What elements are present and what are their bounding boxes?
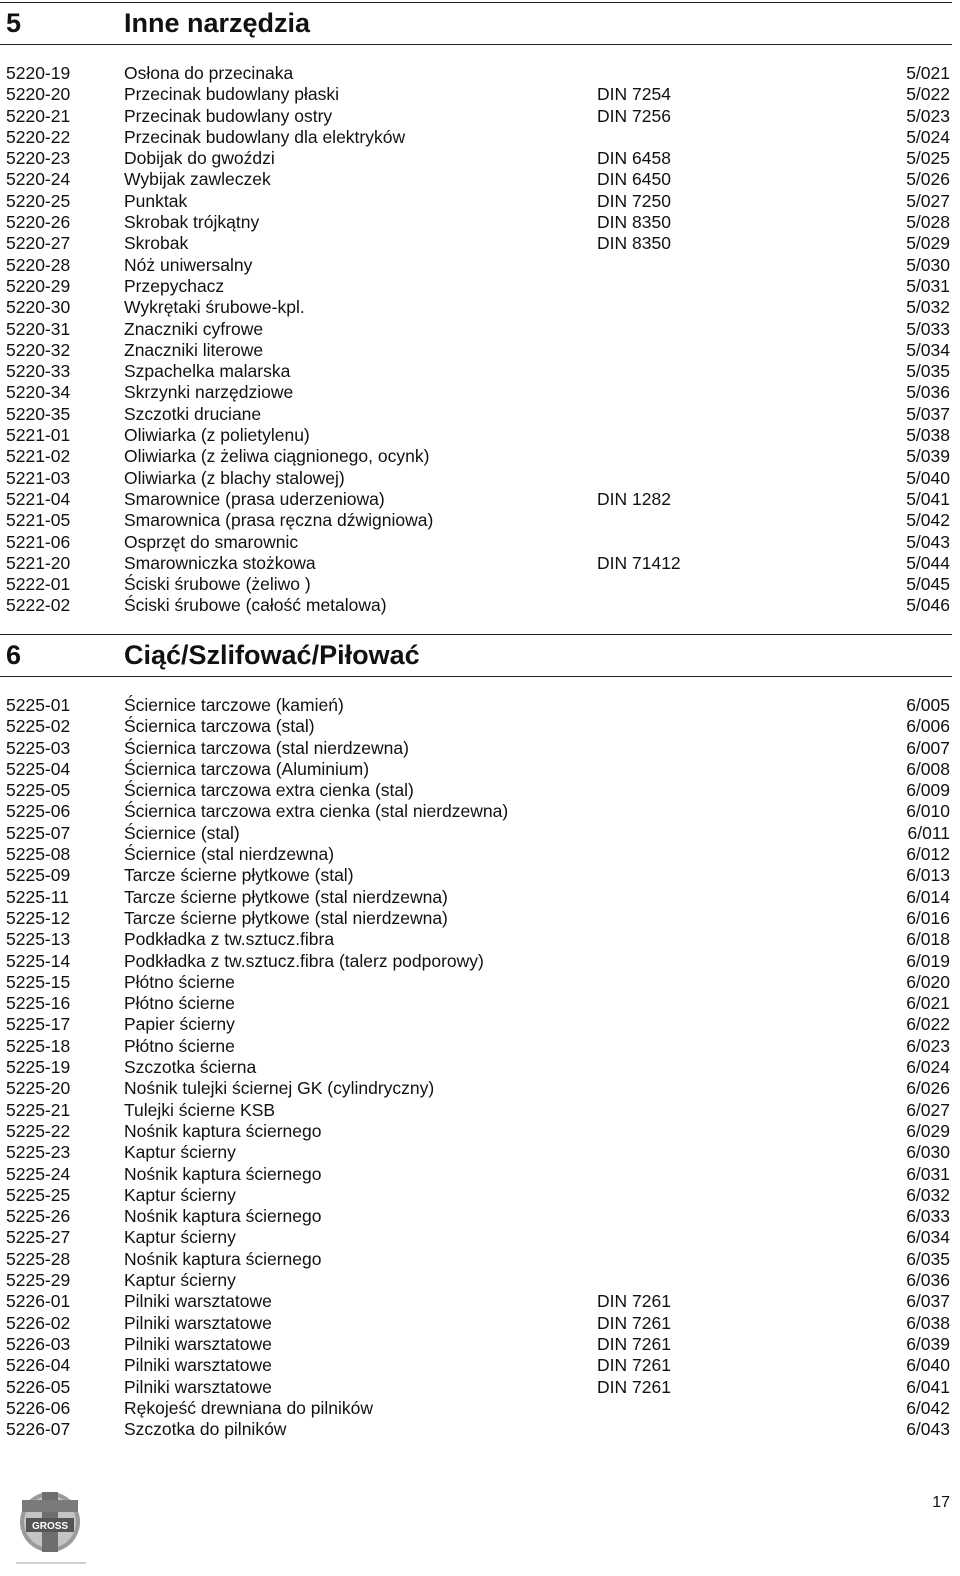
entry-page: 5/029 [906,233,950,254]
entry-desc: Osprzęt do smarownic [124,531,299,552]
entry-page: 5/037 [906,403,950,424]
list-item [0,169,960,190]
entry-page: 6/033 [906,1206,950,1227]
entry-desc: Ściernica tarczowa (stal) [124,716,315,737]
list-item [0,1036,960,1057]
entry-desc: Pilniki warsztatowe [124,1333,272,1354]
list-item [0,1249,960,1270]
list-item [0,446,960,467]
entry-page: 5/021 [906,63,950,83]
entry-din: DIN 7250 [597,190,671,211]
entry-code: 5221-04 [6,488,71,509]
entry-page: 5/038 [906,425,950,446]
entry-desc: Skrobak [124,233,189,254]
logo-text: GROSS [31,1521,69,1532]
entry-page: 6/011 [907,822,950,843]
entry-desc: Wykrętaki śrubowe-kpl. [124,297,305,318]
section-5-entries [0,63,960,617]
list-item [0,84,960,105]
entry-code: 5225-26 [6,1206,71,1227]
list-item [0,1291,960,1312]
entry-page: 5/031 [906,275,950,296]
entry-code: 5225-29 [6,1270,71,1291]
entry-page: 6/018 [906,929,950,950]
entry-page: 5/045 [906,574,950,595]
entry-page: 6/006 [906,716,950,737]
entry-code: 5225-19 [6,1057,71,1078]
entry-desc: Papier ścierny [124,1014,235,1035]
section-number: 6 [6,640,22,670]
list-item [0,801,960,822]
entry-code: 5225-28 [6,1248,71,1269]
list-item [0,759,960,780]
entry-desc: Ściernica tarczowa extra cienka (stal nierdzewna) [124,801,509,822]
entry-code: 5220-25 [6,190,71,211]
entry-desc: Wybijak zawleczek [124,169,271,190]
entry-code: 5226-01 [6,1291,71,1312]
entry-page: 5/028 [906,212,950,233]
entry-din: DIN 7261 [597,1376,671,1397]
entry-code: 5225-27 [6,1227,71,1248]
entry-desc: Ściernica tarczowa (Aluminium) [124,758,370,779]
entry-desc: Płótno ścierne [124,1035,235,1056]
entry-page: 5/033 [906,318,950,339]
entry-desc: Szpachelka malarska [124,361,291,382]
entry-page: 5/039 [906,446,950,467]
list-item [0,553,960,574]
list-item [0,233,960,254]
entry-desc: Ściernice tarczowe (kamień) [124,695,344,715]
entry-page: 5/034 [906,339,950,360]
list-item [0,63,960,84]
entry-desc: Pilniki warsztatowe [124,1376,272,1397]
entry-desc: Osłona do przecinaka [124,63,294,83]
list-item [0,489,960,510]
entry-desc: Nośnik kaptura ściernego [124,1120,322,1141]
entry-code: 5220-24 [6,169,71,190]
entry-code: 5225-12 [6,907,71,928]
entry-desc: Tarcze ścierne płytkowe (stal) [124,865,354,886]
entry-page: 5/026 [906,169,950,190]
entry-desc: Nóż uniwersalny [124,254,253,275]
entry-code: 5225-03 [6,737,71,758]
entry-code: 5220-33 [6,361,71,382]
entry-page: 6/020 [906,971,950,992]
entry-din: DIN 8350 [597,212,671,233]
gross-logo-icon [12,1478,90,1570]
entry-desc: Pilniki warsztatowe [124,1312,272,1333]
list-item [0,212,960,233]
entry-code: 5221-06 [6,531,71,552]
list-item [0,255,960,276]
list-item [0,1121,960,1142]
entry-desc: Ściernica tarczowa extra cienka (stal) [124,780,414,801]
list-item [0,1334,960,1355]
entry-code: 5226-07 [6,1419,71,1440]
list-item [0,1057,960,1078]
entry-page: 5/036 [906,382,950,403]
entry-code: 5225-21 [6,1099,71,1120]
entry-desc: Ściski śrubowe (całość metalowa) [124,595,387,616]
list-item [0,382,960,403]
entry-page: 6/022 [906,1014,950,1035]
entry-desc: Nośnik kaptura ściernego [124,1206,322,1227]
entry-page: 5/042 [906,510,950,531]
list-item [0,1355,960,1376]
entry-desc: Podkładka z tw.sztucz.fibra [124,929,335,950]
list-item [0,865,960,886]
entry-page: 6/042 [906,1397,950,1418]
entry-code: 5225-15 [6,971,71,992]
entry-din: DIN 6450 [597,169,671,190]
entry-code: 5220-34 [6,382,71,403]
entry-page: 6/043 [906,1419,950,1440]
list-item [0,468,960,489]
entry-page: 5/032 [906,297,950,318]
entry-page: 6/016 [906,907,950,928]
entry-page: 6/029 [906,1120,950,1141]
entry-desc: Przepychacz [124,275,225,296]
entry-code: 5221-01 [6,425,71,446]
entry-din: DIN 7261 [597,1312,671,1333]
entry-code: 5226-06 [6,1397,71,1418]
entry-code: 5225-23 [6,1142,71,1163]
entry-page: 6/012 [906,844,950,865]
entry-code: 5225-22 [6,1120,71,1141]
list-item [0,823,960,844]
entry-code: 5225-08 [6,844,71,865]
entry-desc: Nośnik kaptura ściernego [124,1163,322,1184]
list-item [0,404,960,425]
entry-desc: Ściski śrubowe (żeliwo ) [124,574,311,595]
list-item [0,1100,960,1121]
entry-code: 5225-18 [6,1035,71,1056]
entry-code: 5220-35 [6,403,71,424]
entry-page: 6/030 [906,1142,950,1163]
entry-desc: Skrobak trójkątny [124,212,260,233]
entry-code: 5220-23 [6,148,71,169]
list-item [0,1206,960,1227]
list-item [0,1078,960,1099]
list-item [0,340,960,361]
entry-desc: Skrzynki narzędziowe [124,382,294,403]
list-item [0,276,960,297]
entry-desc: Szczotki druciane [124,403,262,424]
entry-page: 6/008 [906,758,950,779]
entry-code: 5220-32 [6,339,71,360]
entry-desc: Ściernice (stal) [124,822,240,843]
entry-code: 5226-05 [6,1376,71,1397]
entry-code: 5225-17 [6,1014,71,1035]
entry-code: 5221-02 [6,446,71,467]
entry-code: 5220-31 [6,318,71,339]
entry-desc: Tarcze ścierne płytkowe (stal nierdzewna) [124,907,448,928]
list-item [0,319,960,340]
entry-page: 6/036 [906,1270,950,1291]
list-item [0,844,960,865]
entry-page: 5/044 [906,552,950,573]
entry-desc: Punktak [124,190,188,211]
entry-page: 6/041 [906,1376,950,1397]
entry-din: DIN 7261 [597,1291,671,1312]
section-title: Ciąć/Szlifować/Piłować [124,640,420,670]
entry-page: 5/040 [906,467,950,488]
entry-page: 5/025 [906,148,950,169]
entry-page: 6/026 [906,1078,950,1099]
entry-desc: Tulejki ścierne KSB [124,1099,276,1120]
entry-page: 6/014 [906,886,950,907]
entry-desc: Oliwiarka (z blachy stalowej) [124,467,345,488]
entry-desc: Przecinak budowlany płaski [124,84,339,105]
entry-desc: Płótno ścierne [124,971,235,992]
entry-page: 6/021 [906,993,950,1014]
list-item [0,887,960,908]
page-number: 17 [932,1494,950,1511]
section-number: 5 [6,8,22,38]
entry-code: 5225-05 [6,780,71,801]
entry-code: 5221-20 [6,552,71,573]
list-item [0,1419,960,1440]
list-item [0,780,960,801]
list-item [0,1014,960,1035]
list-item [0,993,960,1014]
entry-page: 5/046 [906,595,950,616]
list-item [0,595,960,616]
entry-page: 6/009 [906,780,950,801]
list-item [0,1142,960,1163]
list-item [0,1227,960,1248]
entry-desc: Pilniki warsztatowe [124,1291,272,1312]
entry-code: 5225-06 [6,801,71,822]
list-item [0,574,960,595]
entry-din: DIN 7261 [597,1333,671,1354]
entry-code: 5225-13 [6,929,71,950]
entry-code: 5225-07 [6,822,71,843]
list-item [0,951,960,972]
list-item [0,972,960,993]
entry-page: 5/023 [906,105,950,126]
section-title: Inne narzędzia [124,8,311,38]
entry-code: 5226-02 [6,1312,71,1333]
entry-code: 5220-29 [6,275,71,296]
list-item [0,716,960,737]
entry-desc: Pilniki warsztatowe [124,1355,272,1376]
list-item [0,148,960,169]
entry-code: 5220-28 [6,254,71,275]
entry-page: 5/022 [906,84,950,105]
section-6-entries [0,695,960,1440]
entry-desc: Płótno ścierne [124,993,235,1014]
entry-code: 5220-22 [6,126,71,147]
entry-desc: Nośnik kaptura ściernego [124,1248,322,1269]
entry-code: 5225-16 [6,993,71,1014]
entry-code: 5221-03 [6,467,71,488]
list-item [0,361,960,382]
entry-page: 6/024 [906,1057,950,1078]
entry-page: 5/035 [906,361,950,382]
list-item [0,1377,960,1398]
list-item [0,738,960,759]
entry-code: 5225-01 [6,695,71,715]
entry-desc: Znaczniki cyfrowe [124,318,264,339]
list-item [0,695,960,716]
entry-code: 5225-14 [6,950,71,971]
section-header-6 [0,634,952,677]
entry-code: 5225-20 [6,1078,71,1099]
list-item [0,106,960,127]
entry-page: 6/034 [906,1227,950,1248]
entry-code: 5220-19 [6,63,71,83]
entry-page: 5/043 [906,531,950,552]
entry-code: 5222-02 [6,595,71,616]
entry-din: DIN 7256 [597,105,671,126]
section-header-5 [0,2,952,45]
list-item [0,191,960,212]
entry-code: 5225-24 [6,1163,71,1184]
entry-code: 5220-26 [6,212,71,233]
entry-code: 5225-25 [6,1184,71,1205]
entry-desc: Tarcze ścierne płytkowe (stal nierdzewna) [124,886,448,907]
entry-code: 5226-03 [6,1333,71,1354]
entry-desc: Szczotka do pilników [124,1419,287,1440]
entry-page: 6/010 [906,801,950,822]
entry-page: 5/027 [906,190,950,211]
entry-page: 6/040 [906,1355,950,1376]
entry-desc: Oliwiarka (z żeliwa ciągnionego, ocynk) [124,446,430,467]
entry-desc: Znaczniki literowe [124,339,264,360]
entry-din: DIN 8350 [597,233,671,254]
entry-page: 6/035 [906,1248,950,1269]
entry-desc: Ściernice (stal nierdzewna) [124,844,335,865]
entry-code: 5226-04 [6,1355,71,1376]
entry-desc: Ściernica tarczowa (stal nierdzewna) [124,737,409,758]
entry-desc: Kaptur ścierny [124,1184,236,1205]
entry-code: 5225-09 [6,865,71,886]
list-item [0,1398,960,1419]
entry-page: 6/013 [906,865,950,886]
entry-page: 6/019 [906,950,950,971]
entry-page: 6/023 [906,1035,950,1056]
entry-page: 6/039 [906,1333,950,1354]
entry-page: 5/024 [906,126,950,147]
entry-page: 6/037 [906,1291,950,1312]
entry-page: 6/032 [906,1184,950,1205]
entry-code: 5225-02 [6,716,71,737]
entry-din: DIN 1282 [597,488,671,509]
list-item [0,297,960,318]
entry-page: 6/031 [906,1163,950,1184]
entry-din: DIN 6458 [597,148,671,169]
entry-code: 5221-05 [6,510,71,531]
entry-desc: Kaptur ścierny [124,1142,236,1163]
list-item [0,532,960,553]
entry-desc: Rękojeść drewniana do pilników [124,1397,374,1418]
entry-desc: Szczotka ścierna [124,1057,257,1078]
entry-code: 5220-21 [6,105,71,126]
list-item [0,1164,960,1185]
entry-code: 5225-11 [6,886,69,907]
list-item [0,425,960,446]
entry-page: 5/041 [906,488,950,509]
entry-code: 5225-04 [6,758,71,779]
entry-din: DIN 7261 [597,1355,671,1376]
list-item [0,908,960,929]
entry-desc: Kaptur ścierny [124,1227,236,1248]
entry-desc: Przecinak budowlany ostry [124,105,333,126]
entry-din: DIN 71412 [597,552,681,573]
entry-desc: Przecinak budowlany dla elektryków [124,126,406,147]
list-item [0,929,960,950]
entry-page: 6/027 [906,1099,950,1120]
list-item [0,1270,960,1291]
entry-code: 5220-20 [6,84,71,105]
entry-page: 6/007 [906,737,950,758]
entry-page: 6/038 [906,1312,950,1333]
entry-desc: Oliwiarka (z polietylenu) [124,425,310,446]
entry-page: 5/030 [906,254,950,275]
entry-code: 5222-01 [6,574,71,595]
list-item [0,510,960,531]
list-item [0,1185,960,1206]
entry-desc: Podkładka z tw.sztucz.fibra (talerz podporowy) [124,950,484,971]
entry-desc: Kaptur ścierny [124,1270,236,1291]
entry-desc: Dobijak do gwoździ [124,148,275,169]
entry-desc: Smarownice (prasa uderzeniowa) [124,488,385,509]
entry-code: 5220-27 [6,233,71,254]
list-item [0,127,960,148]
entry-code: 5220-30 [6,297,71,318]
entry-desc: Nośnik tulejki ściernej GK (cylindryczny) [124,1078,435,1099]
entry-desc: Smarownica (prasa ręczna dźwigniowa) [124,510,434,531]
entry-din: DIN 7254 [597,84,671,105]
entry-desc: Smarowniczka stożkowa [124,552,316,573]
entry-page: 6/005 [906,695,950,715]
list-item [0,1313,960,1334]
